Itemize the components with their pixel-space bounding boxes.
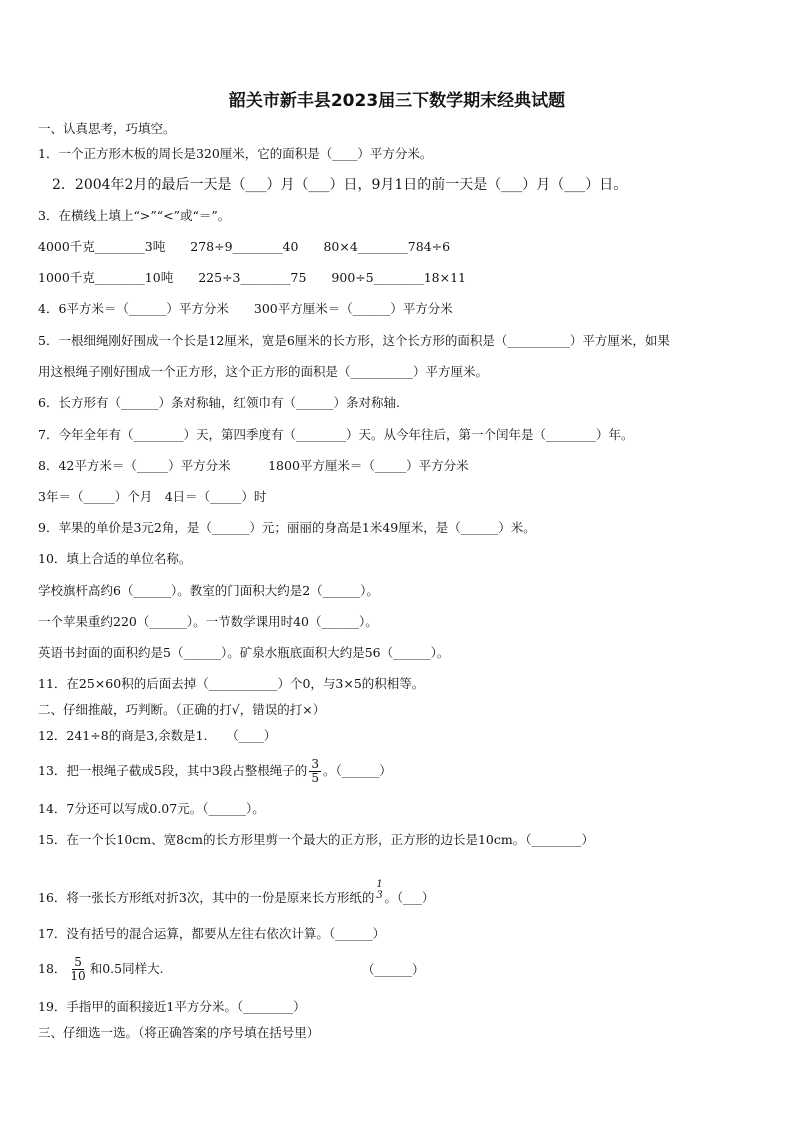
fraction-three-fifths (309, 758, 321, 785)
question-18-number: 18． (38, 961, 67, 976)
question-16-text: 16．将一张长方形纸对折3次，其中的一份是原来长方形纸的 (38, 890, 375, 905)
question-2: 2．2004年2月的最后一天是（___）月（___）日，9月1日的前一天是（___）月（___）日。 (52, 177, 628, 193)
fraction-numerator: 5 (74, 955, 82, 969)
question-19: 19．手指甲的面积接近1平方分米。（________） (38, 999, 306, 1014)
section-1-heading: 一、认真思考，巧填空。 (38, 121, 176, 136)
question-11: 11．在25×60积的后面去掉（___________）个0，与3×5的积相等。 (38, 676, 425, 691)
question-6: 6．长方形有（______）条对称轴，红领巾有（______）条对称轴. (38, 395, 400, 410)
question-9: 9．苹果的单价是3元2角，是（______）元；丽丽的身高是1米49厘米，是（______）米。 (38, 520, 536, 535)
question-7: 7．今年全年有（________）天，第四季度有（________）天。从今年往后，第一个闰年是（________）年。 (38, 427, 634, 442)
fraction-denominator: 5 (311, 771, 319, 785)
question-3: 3．在横线上填上“>”“<”或“＝”。 (38, 208, 231, 223)
question-3-row-a: 4000千克________3吨 278÷9________40 80×4________784÷6 (38, 239, 451, 254)
fraction-denominator: 10 (70, 969, 86, 983)
question-10-row-a: 学校旗杆高约6（______）。教室的门面积大约是2（______）。 (38, 583, 379, 598)
question-8-line-2: 3年＝（_____）个月 4日＝（_____）时 (38, 489, 267, 504)
fraction-numerator: 3 (311, 757, 319, 771)
question-16 (38, 879, 435, 907)
section-3-heading: 三、仔细选一选。（将正确答案的序号填在括号里） (38, 1025, 320, 1040)
question-1: 1．一个正方形木板的周长是320厘米，它的面积是（____）平方分米。 (38, 146, 433, 161)
fraction-numerator: 1 (376, 879, 383, 890)
page-title: 韶关市新丰县2023届三下数学期末经典试题 (228, 91, 566, 111)
question-18-text: 和0.5同样大. (89, 961, 164, 976)
question-18 (38, 954, 164, 984)
question-8-line-1: 8．42平方米＝（_____）平方分米 1800平方厘米＝（_____）平方分米 (38, 458, 469, 473)
question-15: 15．在一个长10cm、宽8cm的长方形里剪一个最大的正方形，正方形的边长是10cm。（________） (38, 832, 594, 847)
question-14: 14．7分还可以写成0.07元。（______）。 (38, 801, 265, 816)
question-10-row-c: 英语书封面的面积约是5（______）。矿泉水瓶底面积大约是56（______）。 (38, 645, 450, 660)
question-18-answer: （______） (362, 962, 425, 977)
fraction-denominator: 3 (376, 890, 383, 901)
section-2-heading: 二、仔细推敲，巧判断。（正确的打√，错误的打×） (38, 702, 326, 717)
question-5-line-1: 5．一根细绳刚好围成一个长是12厘米，宽是6厘米的长方形，这个长方形的面积是（__________）平方厘米，如果 (38, 333, 670, 348)
question-12: 12．241÷8的商是3,余数是1. （____） (38, 728, 277, 743)
fraction-five-tenths (68, 956, 87, 983)
question-10: 10．填上合适的单位名称。 (38, 551, 192, 566)
question-13-text: 13．把一根绳子截成5段，其中3段占整根绳子的 (38, 763, 308, 778)
question-17: 17．没有括号的混合运算，都要从左往右依次计算。（______） (38, 926, 386, 941)
question-16-answer: 。（___） (384, 890, 435, 905)
question-5-line-2: 用这根绳子刚好围成一个正方形，这个正方形的面积是（__________）平方厘米。 (38, 364, 489, 379)
question-13 (38, 756, 392, 786)
question-10-row-b: 一个苹果重约220（______）。一节数学课用时40（______）。 (38, 614, 378, 629)
question-13-answer: 。（______） (322, 763, 392, 778)
fraction-one-third (374, 879, 384, 902)
question-3-row-b: 1000千克________10吨 225÷3________75 900÷5________18×11 (38, 270, 466, 285)
question-4: 4．6平方米＝（______）平方分米 300平方厘米＝（______）平方分米 (38, 301, 453, 316)
